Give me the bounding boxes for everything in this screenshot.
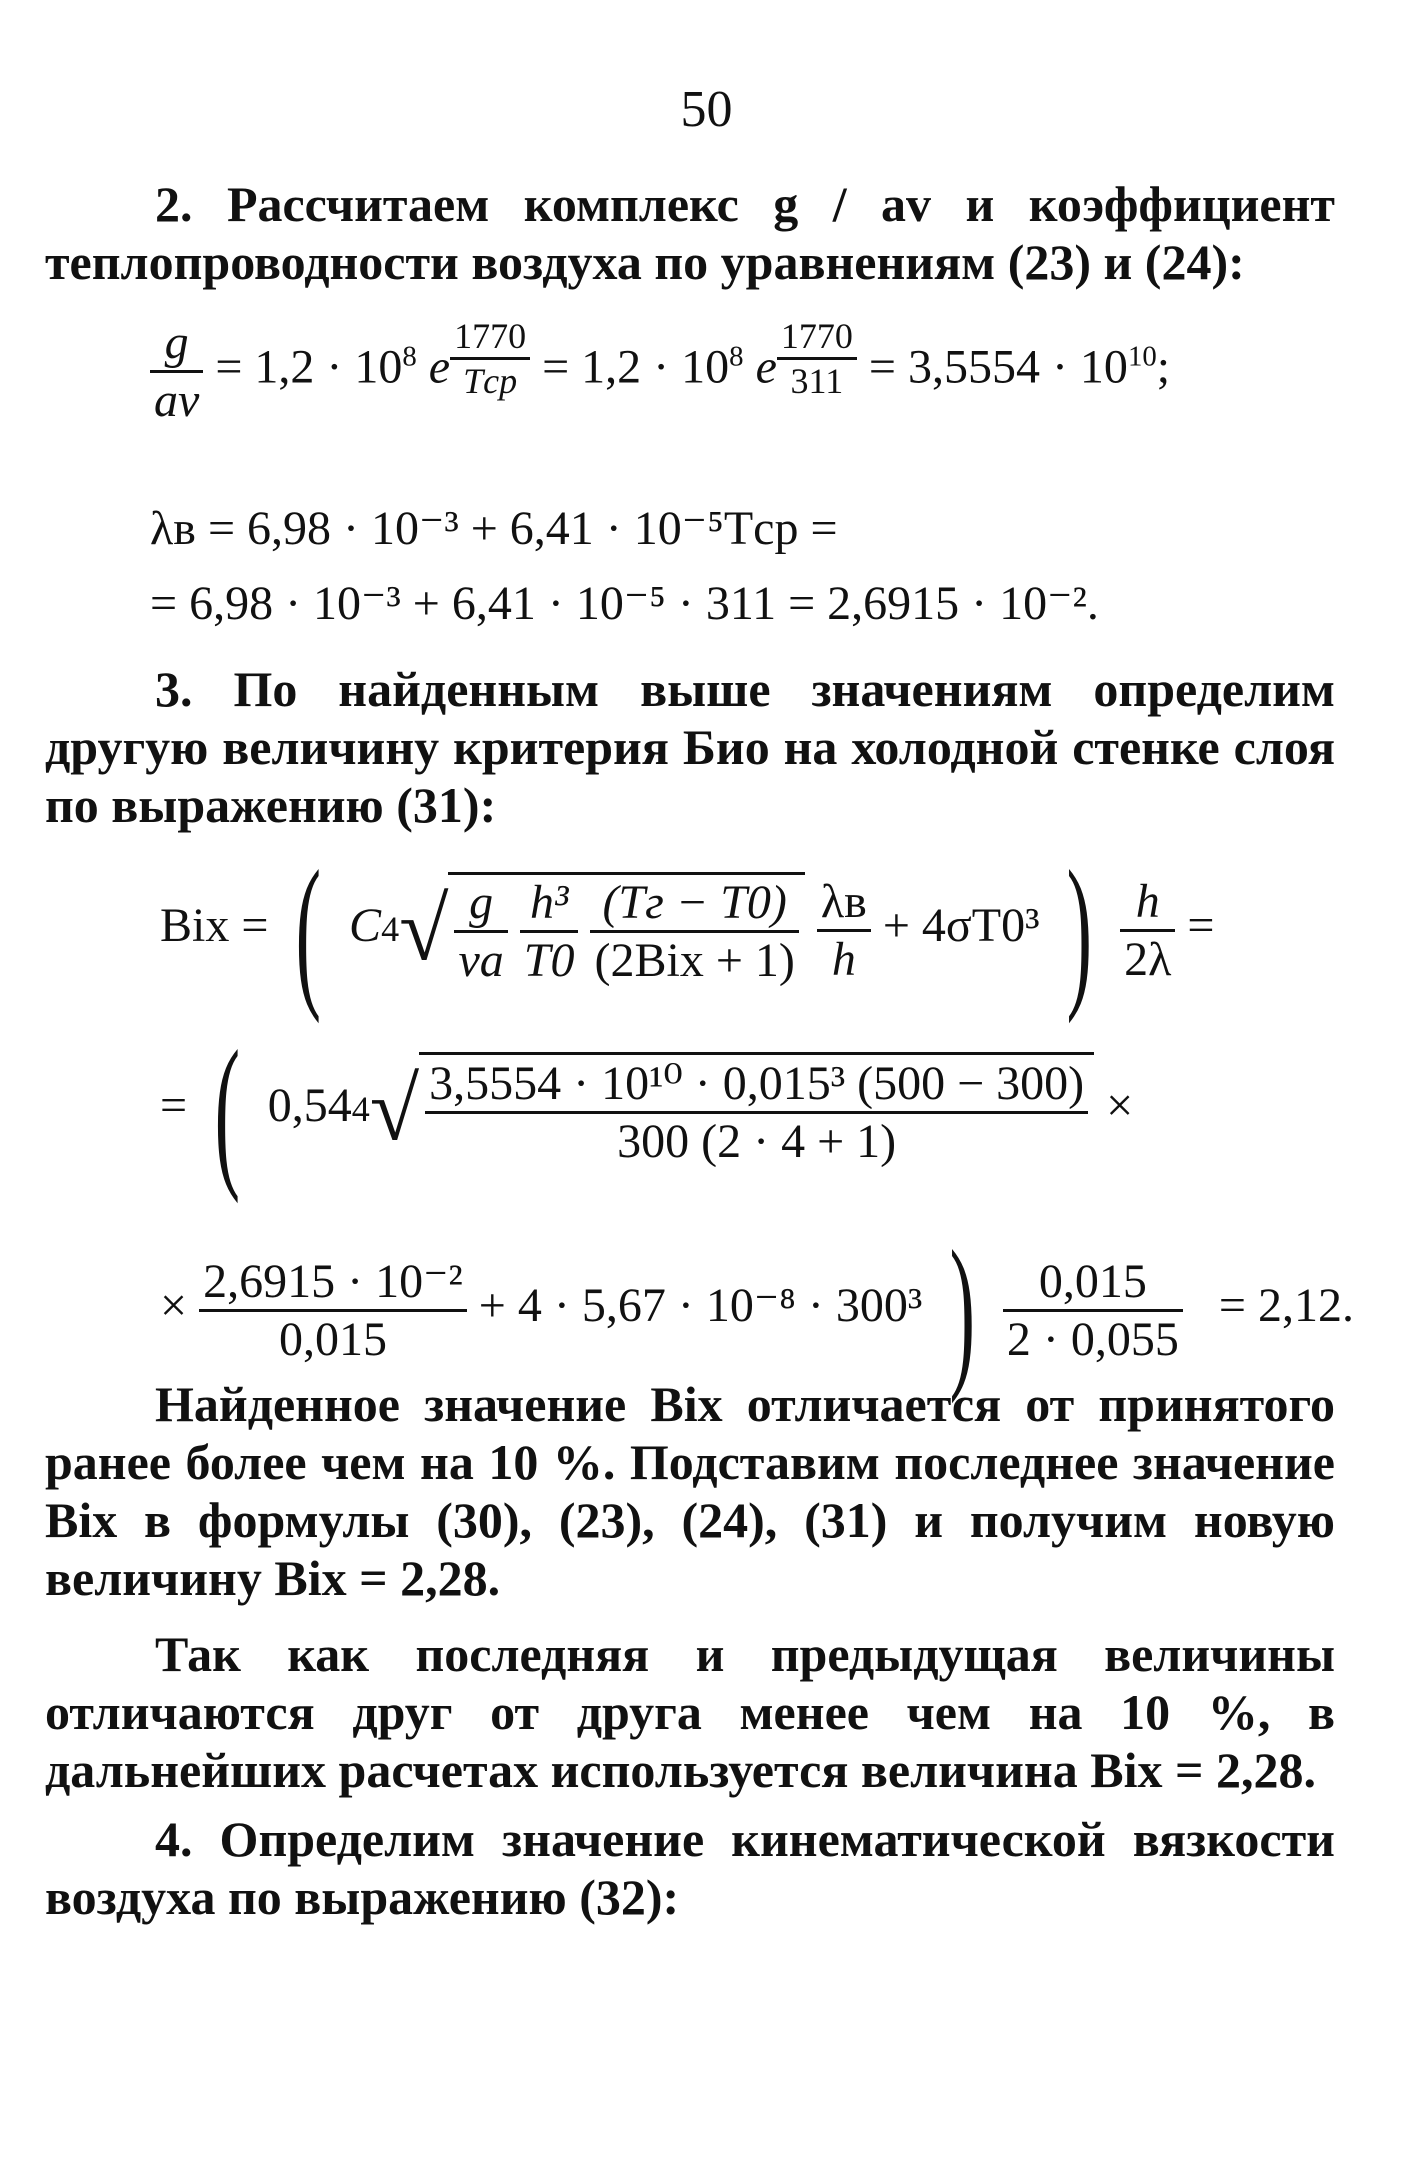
equation-lambda-line2: = 6,98 · 10⁻³ + 6,41 · 10⁻⁵ · 311 = 2,6915 · 10⁻². bbox=[150, 577, 1099, 630]
paragraph-step2: 2. Рассчитаем комплекс g / av и коэффициент теплопроводности воздуха по уравнениям (23) и (24): bbox=[45, 176, 1335, 290]
left-paren-icon: ( bbox=[295, 836, 322, 1024]
eq5-fraction1 bbox=[199, 1253, 467, 1367]
frac-h-2lambda bbox=[1120, 874, 1175, 987]
eq1-e-a: e bbox=[428, 340, 451, 394]
eq5-result: = 2,12. bbox=[1218, 1279, 1354, 1333]
eq1-part1: = 1,2 · 10 bbox=[215, 340, 403, 394]
eq1-part2: = 1,2 · 10 bbox=[542, 340, 730, 394]
frac-g-va-den: νa bbox=[458, 934, 504, 987]
frac-h3-t0 bbox=[520, 875, 579, 988]
fraction-denominator: av bbox=[154, 374, 200, 427]
eq1-part3: = 3,5554 · 10 bbox=[868, 340, 1128, 394]
page-number: 50 bbox=[680, 81, 733, 138]
right-paren-icon: ) bbox=[949, 1216, 976, 1404]
eq1-exp-bot-b: 311 bbox=[790, 361, 844, 402]
radiation-term: + 4σT0³ bbox=[882, 899, 1040, 953]
frac-temps bbox=[590, 875, 798, 988]
radicand bbox=[448, 872, 804, 988]
frac-g-va bbox=[454, 875, 507, 988]
eq5-den1: 0,015 bbox=[278, 1313, 387, 1366]
eq1-exp-bot-a: Tср bbox=[463, 361, 518, 402]
eq5-num1: 2,6915 · 10⁻² bbox=[199, 1253, 467, 1312]
eq1-e-b: e bbox=[755, 340, 777, 394]
paragraph-bi-conclusion: Так как последняя и предыдущая величины отличаются друг от друга менее чем на 10 %, в дальнейших расчетах используется величина Biх = 2,28. bbox=[45, 1626, 1335, 1798]
equation-bi-numeric-line2 bbox=[160, 1216, 1354, 1404]
equation-bi-numeric-line1 bbox=[160, 1016, 1134, 1204]
eq1-exp-frac-a bbox=[450, 315, 530, 402]
eq1-end: ; bbox=[1156, 340, 1171, 394]
left-paren-icon: ( bbox=[214, 1016, 241, 1204]
eq4-root-index: 4 bbox=[351, 1089, 370, 1130]
paragraph-step3: 3. По найденным выше значениям определим другую величину критерия Био на холодной стенке слоя по выражению (31): bbox=[45, 661, 1335, 833]
frac-lambda-den: h bbox=[831, 932, 856, 986]
frac-h-num: h bbox=[1120, 874, 1175, 932]
eq4-radicand bbox=[419, 1052, 1094, 1169]
eq3-equals: = bbox=[1187, 899, 1215, 953]
eq4-denominator: 300 (2 · 4 + 1) bbox=[617, 1114, 897, 1168]
eq5-middle: + 4 · 5,67 · 10⁻⁸ · 300³ bbox=[478, 1279, 923, 1333]
frac-h3-num: h³ bbox=[520, 875, 579, 933]
frac-temps-den: (2Biх + 1) bbox=[594, 934, 795, 987]
fraction-g-av bbox=[150, 315, 203, 428]
equation-lambda-line1: λв = 6,98 · 10⁻³ + 6,41 · 10⁻⁵Tср = bbox=[150, 502, 838, 555]
frac-lambda-num: λв bbox=[817, 874, 871, 932]
frac-h3-den: T0 bbox=[523, 934, 575, 987]
fraction-numerator: g bbox=[150, 315, 203, 373]
eq1-exponent-8a: 8 bbox=[402, 340, 417, 373]
root-sign-icon: √ bbox=[369, 1060, 420, 1160]
bi-lhs: Biх = bbox=[160, 899, 269, 953]
eq5-fraction2 bbox=[1003, 1254, 1183, 1367]
frac-temps-num: (Tг − T0) bbox=[590, 875, 798, 933]
eq4-times: × bbox=[1106, 1079, 1134, 1133]
frac-h-den: 2λ bbox=[1124, 932, 1172, 986]
eq4-fraction bbox=[425, 1055, 1088, 1169]
root-index-4: 4 bbox=[381, 909, 400, 950]
eq5-times: × bbox=[160, 1279, 188, 1333]
root-sign-icon: √ bbox=[399, 880, 449, 980]
equation-bi-formula bbox=[160, 836, 1215, 1024]
eq4-coefficient: 0,54 bbox=[267, 1079, 352, 1133]
eq1-exp-top-b: 1770 bbox=[777, 315, 857, 360]
coefficient-c: C bbox=[349, 899, 382, 953]
frac-lambda-h bbox=[817, 874, 871, 987]
eq1-exponent-10: 10 bbox=[1127, 340, 1157, 373]
paragraph-bi-found: Найденное значение Biх отличается от принятого ранее более чем на 10 %. Подставим последнее значение Biх в формулы (30), (23), (24), (31) и получим новую величину Biх = 2,28. bbox=[45, 1376, 1335, 1606]
eq1-exp-top-a: 1770 bbox=[450, 315, 530, 360]
eq1-exponent-8b: 8 bbox=[729, 340, 744, 373]
eq1-exp-frac-b bbox=[777, 315, 857, 402]
paragraph-step4: 4. Определим значение кинематической вязкости воздуха по выражению (32): bbox=[45, 1811, 1335, 1925]
frac-g-va-num: g bbox=[454, 875, 507, 933]
eq5-den2: 2 · 0,055 bbox=[1006, 1312, 1179, 1366]
eq4-equals: = bbox=[160, 1079, 188, 1133]
equation-g-av bbox=[150, 315, 1170, 428]
eq5-num2: 0,015 bbox=[1003, 1254, 1183, 1312]
eq4-numerator: 3,5554 · 10¹⁰ · 0,015³ (500 − 300) bbox=[425, 1055, 1088, 1114]
right-paren-icon: ) bbox=[1067, 836, 1093, 1024]
